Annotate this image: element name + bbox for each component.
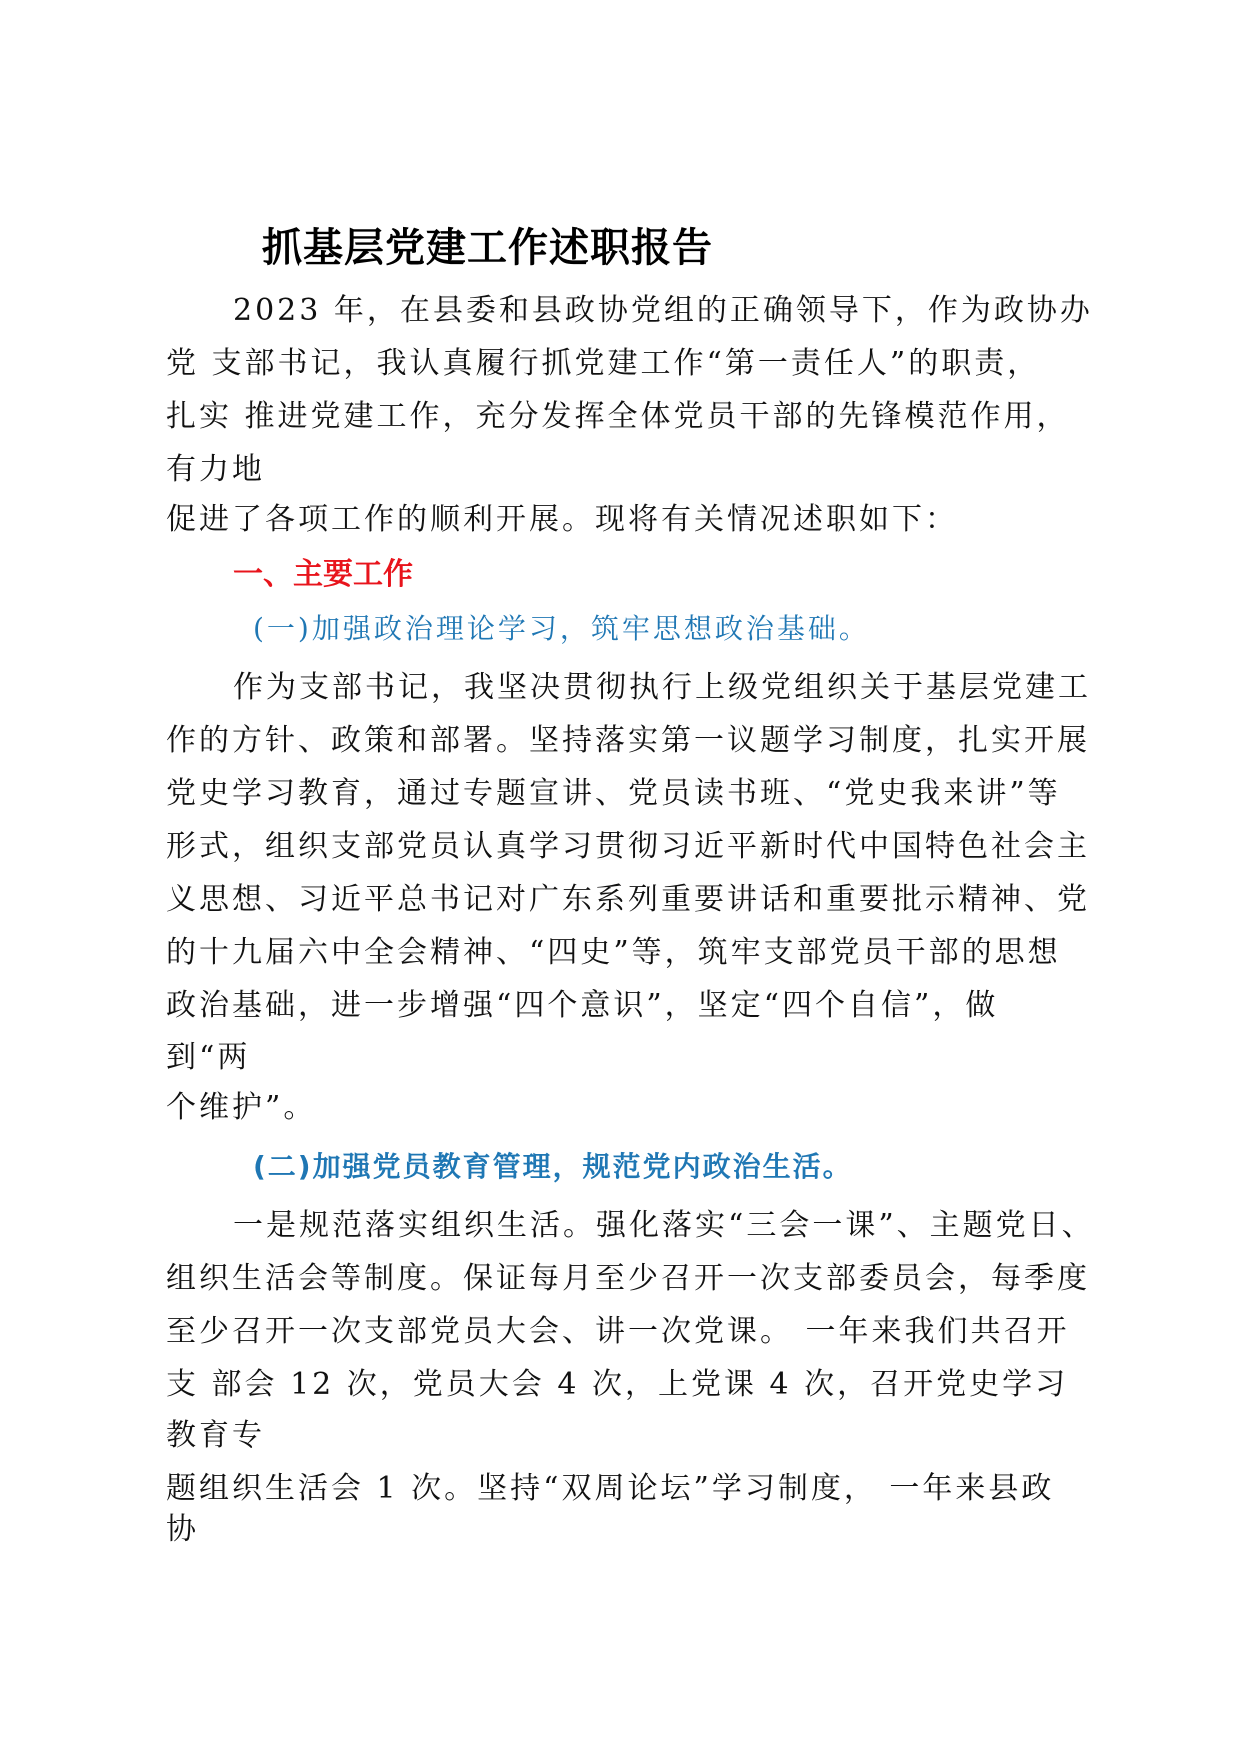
sub2-line-2: 组织生活会等制度。保证每月至少召开一次支部委员会，每季度 xyxy=(166,1261,1090,1296)
intro-line-1: 2023 年，在县委和县政协党组的正确领导下，作为政协办 xyxy=(233,293,1093,328)
intro-line-4: 有力地 xyxy=(166,452,265,487)
sub2-line-3: 至少召开一次支部党员大会、讲一次党课。 一年来我们共召开 xyxy=(166,1314,1070,1349)
intro-line-3: 扎实 推进党建工作，充分发挥全体党员干部的先锋模范作用， xyxy=(166,399,1070,434)
sub1-line-6: 的十九届六中全会精神、“四史”等，筑牢支部党员干部的思想 xyxy=(166,935,1061,970)
sub1-line-9: 个维护”。 xyxy=(166,1090,317,1125)
intro-line-2: 党 支部书记，我认真履行抓党建工作“第一责任人”的职责， xyxy=(166,346,1041,381)
sub1-line-3: 党史学习教育，通过专题宣讲、党员读书班、“党史我来讲”等 xyxy=(166,776,1061,811)
sub1-line-4: 形式，组织支部党员认真学习贯彻习近平新时代中国特色社会主 xyxy=(166,829,1090,864)
sub2-line-7: 协 xyxy=(166,1512,199,1547)
sub1-line-7: 政治基础，进一步增强“四个意识”，坚定“四个自信”，做 xyxy=(166,988,999,1023)
subheading-1: (一)加强政治理论学习，筑牢思想政治基础。 xyxy=(253,612,870,645)
subheading-2: (二)加强党员教育管理，规范党内政治生活。 xyxy=(253,1150,853,1183)
sub1-line-1: 作为支部书记，我坚决贯彻执行上级党组织关于基层党建工 xyxy=(233,670,1091,705)
intro-line-5: 促进了各项工作的顺利开展。现将有关情况述职如下： xyxy=(166,502,958,537)
sub2-line-5: 教育专 xyxy=(166,1418,265,1453)
sub1-line-2: 作的方针、政策和部署。坚持落实第一议题学习制度，扎实开展 xyxy=(166,723,1090,758)
sub2-line-4: 支 部会 12 次，党员大会 4 次，上党课 4 次，召开党史学习 xyxy=(166,1367,1069,1402)
sub2-line-6: 题组织生活会 1 次。坚持“双周论坛”学习制度， 一年来县政 xyxy=(166,1471,1055,1506)
document-title: 抓基层党建工作述职报告 xyxy=(262,225,713,271)
sub1-line-5: 义思想、习近平总书记对广东系列重要讲话和重要批示精神、党 xyxy=(166,882,1090,917)
sub1-line-8: 到“两 xyxy=(166,1040,251,1075)
sub2-line-1: 一是规范落实组织生活。强化落实“三会一课”、主题党日、 xyxy=(233,1208,1095,1243)
section-heading-main-work: 一、主要工作 xyxy=(233,557,413,592)
